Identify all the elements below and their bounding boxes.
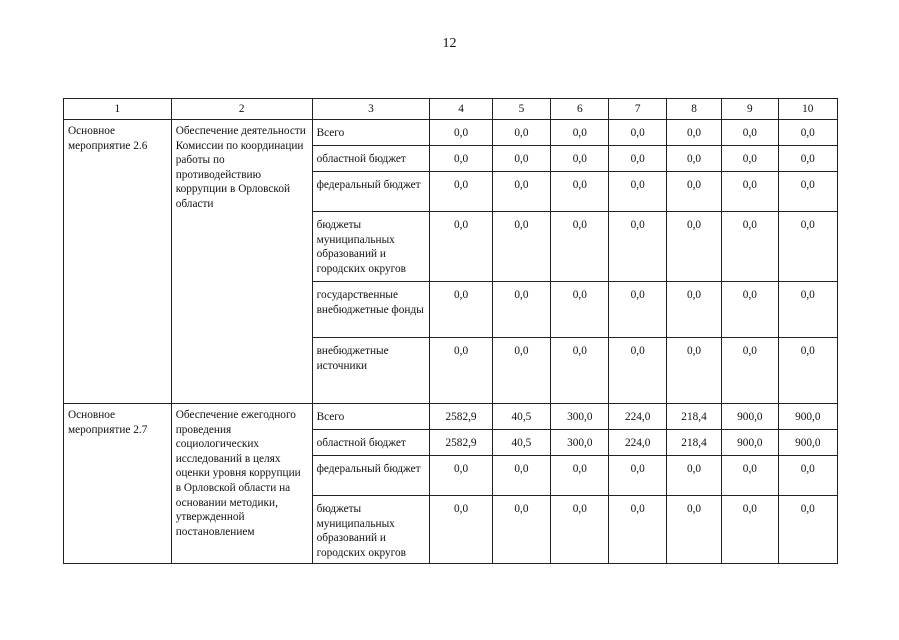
value-cell: 0,0 [430,212,492,282]
value-cell: 0,0 [722,120,778,146]
value-cell: 0,0 [666,496,721,564]
value-cell: 0,0 [722,456,778,496]
column-header: 9 [722,99,778,120]
value-cell: 0,0 [609,496,666,564]
column-header: 5 [492,99,550,120]
column-header: 2 [171,99,312,120]
value-cell: 0,0 [609,338,666,404]
column-header: 6 [551,99,609,120]
value-cell: 900,0 [722,430,778,456]
value-cell: 0,0 [609,456,666,496]
value-cell: 0,0 [778,120,837,146]
column-number-row [64,99,838,120]
value-cell: 0,0 [666,172,721,212]
value-cell: 0,0 [430,146,492,172]
funding-source-cell: Всего [312,404,430,430]
value-cell: 0,0 [666,338,721,404]
funding-source-cell: областной бюджет [312,146,430,172]
value-cell: 900,0 [778,430,837,456]
column-header: 3 [312,99,430,120]
value-cell: 0,0 [492,172,550,212]
value-cell: 0,0 [778,496,837,564]
value-cell: 0,0 [551,146,609,172]
table-body [64,120,838,564]
column-header: 10 [778,99,837,120]
value-cell: 0,0 [666,212,721,282]
value-cell: 0,0 [609,120,666,146]
value-cell: 0,0 [778,172,837,212]
table-row [64,404,838,430]
value-cell: 0,0 [609,212,666,282]
value-cell: 0,0 [551,212,609,282]
value-cell: 0,0 [551,456,609,496]
activity-cell: Основное мероприятие 2.7 [64,404,172,564]
value-cell: 40,5 [492,430,550,456]
description-cell: Обеспечение ежегодного проведения социологических исследований в целях оценки уровня коррупции в Орловской области на основании методики, утвержденной постановлением [171,404,312,564]
value-cell: 0,0 [722,338,778,404]
value-cell: 0,0 [492,496,550,564]
funding-source-cell: бюджеты муниципальных образований и городских округов [312,212,430,282]
value-cell: 0,0 [551,120,609,146]
value-cell: 0,0 [430,496,492,564]
value-cell: 900,0 [722,404,778,430]
value-cell: 218,4 [666,404,721,430]
value-cell: 300,0 [551,404,609,430]
value-cell: 0,0 [492,456,550,496]
value-cell: 0,0 [666,120,721,146]
value-cell: 0,0 [778,456,837,496]
description-cell: Обеспечение деятельности Комиссии по координации работы по противодействию коррупции в Орловской области [171,120,312,404]
value-cell: 0,0 [778,212,837,282]
value-cell: 0,0 [430,172,492,212]
page-number: 12 [442,36,457,51]
funding-source-cell: федеральный бюджет [312,172,430,212]
value-cell: 2582,9 [430,430,492,456]
table-row [64,120,838,146]
value-cell: 0,0 [551,338,609,404]
value-cell: 0,0 [778,146,837,172]
value-cell: 300,0 [551,430,609,456]
value-cell: 40,5 [492,404,550,430]
value-cell: 0,0 [722,282,778,338]
value-cell: 0,0 [551,282,609,338]
value-cell: 0,0 [430,120,492,146]
funding-source-cell: внебюджетные источники [312,338,430,404]
value-cell: 0,0 [609,146,666,172]
value-cell: 0,0 [551,172,609,212]
value-cell: 224,0 [609,430,666,456]
funding-source-cell: бюджеты муниципальных образований и городских округов [312,496,430,564]
funding-table [63,98,838,564]
value-cell: 0,0 [666,456,721,496]
value-cell: 900,0 [778,404,837,430]
value-cell: 0,0 [430,456,492,496]
column-header: 4 [430,99,492,120]
column-header: 7 [609,99,666,120]
value-cell: 0,0 [722,496,778,564]
value-cell: 0,0 [778,338,837,404]
value-cell: 2582,9 [430,404,492,430]
value-cell: 0,0 [722,146,778,172]
funding-source-cell: федеральный бюджет [312,456,430,496]
value-cell: 0,0 [430,338,492,404]
value-cell: 0,0 [492,282,550,338]
value-cell: 0,0 [492,338,550,404]
value-cell: 0,0 [722,212,778,282]
value-cell: 0,0 [551,496,609,564]
column-header: 1 [64,99,172,120]
value-cell: 0,0 [609,172,666,212]
funding-source-cell: Всего [312,120,430,146]
value-cell: 0,0 [722,172,778,212]
funding-source-cell: областной бюджет [312,430,430,456]
value-cell: 0,0 [492,212,550,282]
value-cell: 0,0 [666,282,721,338]
value-cell: 0,0 [492,146,550,172]
activity-cell: Основное мероприятие 2.6 [64,120,172,404]
value-cell: 0,0 [430,282,492,338]
value-cell: 0,0 [609,282,666,338]
value-cell: 0,0 [492,120,550,146]
value-cell: 0,0 [666,146,721,172]
funding-source-cell: государственные внебюджетные фонды [312,282,430,338]
value-cell: 224,0 [609,404,666,430]
value-cell: 218,4 [666,430,721,456]
column-header: 8 [666,99,721,120]
value-cell: 0,0 [778,282,837,338]
